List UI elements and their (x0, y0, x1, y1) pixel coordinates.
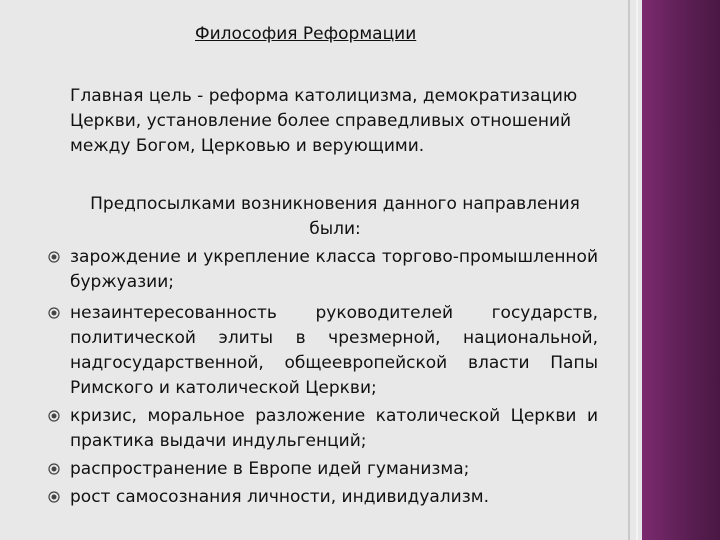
circled-dot-icon (48, 410, 60, 422)
side-rule-outer (628, 0, 630, 540)
list-item-text: незаинтересованность руководителей государств, политической элиты в чрезмерной, национальной, надгосударственной, общеевропейской власти Папы Римского и католической Церкви; (70, 303, 598, 398)
circled-dot-icon (48, 251, 60, 263)
list-item-text: зарождение и укрепление класса торгово-промышленной буржуазии; (70, 247, 598, 292)
list-item (48, 457, 598, 482)
circled-dot-icon (48, 463, 60, 475)
circled-dot-icon (48, 307, 60, 319)
goal-paragraph: Главная цель - реформа католицизма, демократизацию Церкви, установление более справедливых отношений между Богом, Церковью и верующими. (70, 86, 578, 156)
side-rule-inner (636, 0, 638, 540)
list-item (48, 404, 598, 454)
circled-dot-icon (48, 491, 60, 503)
list-item (48, 301, 598, 401)
list-item (48, 485, 598, 510)
list-item (48, 245, 598, 295)
list-item-text: распространение в Европе идей гуманизма; (70, 459, 470, 479)
list-item-text: рост самосознания личности, индивидуализм. (70, 487, 489, 507)
slide-title: Философия Реформации (195, 24, 417, 44)
prerequisites-list (48, 245, 598, 513)
side-accent-band (642, 0, 720, 540)
list-item-text: кризис, моральное разложение католической Церкви и практика выдачи индульгенций; (70, 406, 598, 451)
prerequisites-heading: Предпосылками возникновения данного направления были: (90, 194, 580, 239)
